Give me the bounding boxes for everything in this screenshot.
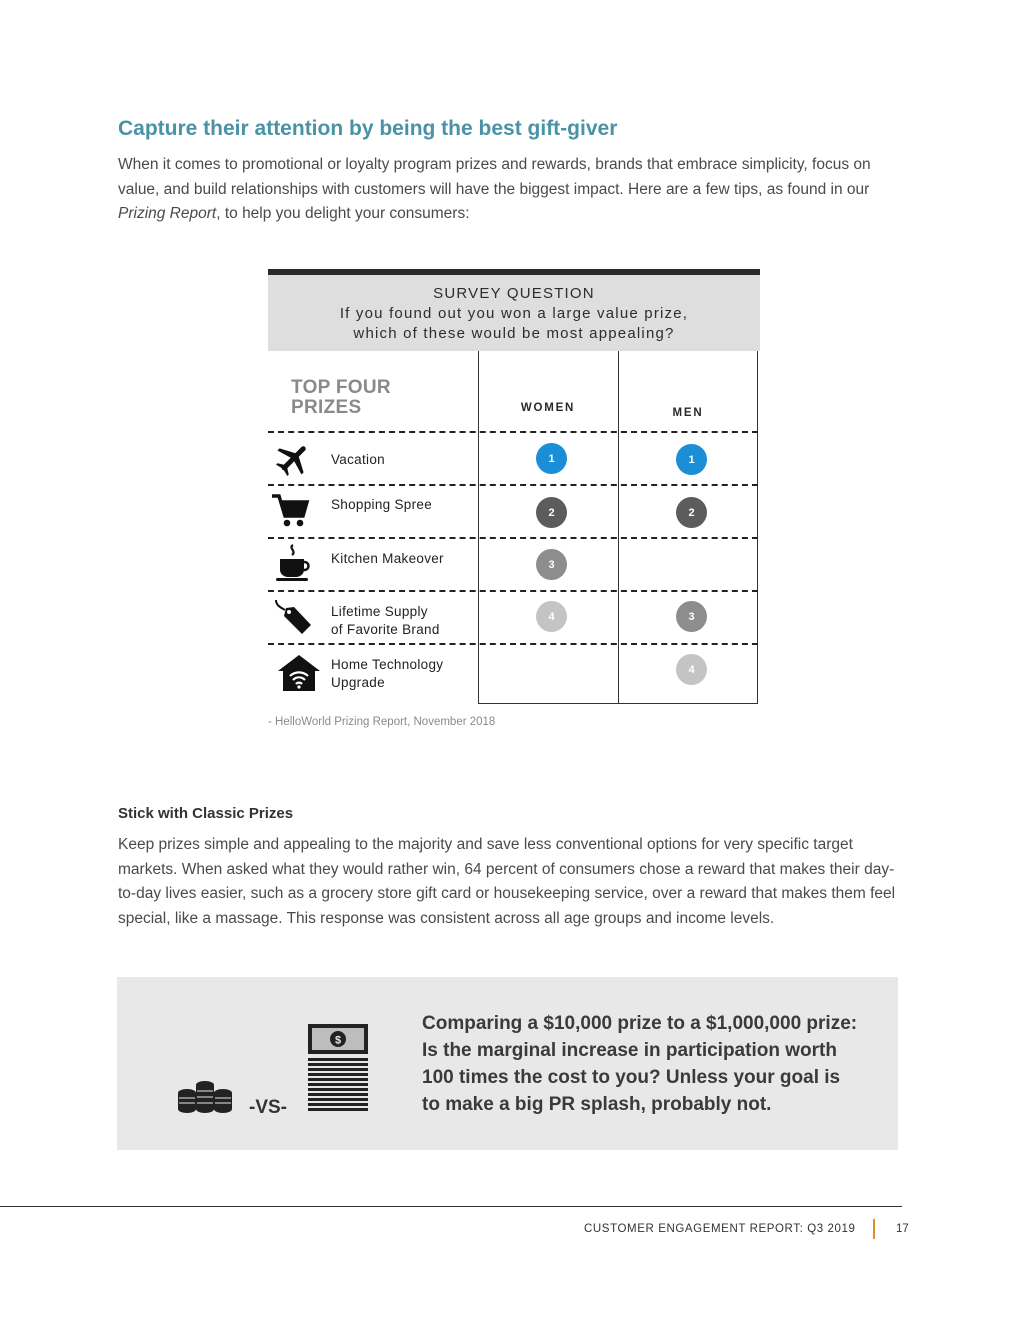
survey-source-citation: - HelloWorld Prizing Report, November 2018 [268,716,496,728]
column-header-women: WOMEN [520,402,576,414]
column-divider [757,351,758,704]
row-separator [268,537,758,539]
row-separator [268,484,758,486]
prize-label-line: of Favorite Brand [331,622,440,637]
intro-text-2: , to help you delight your consumers: [216,205,470,222]
table-bottom-border [478,703,758,704]
column-header-men: MEN [672,407,704,419]
coffee-cup-icon [273,543,313,583]
survey-label: SURVEY QUESTION [433,285,595,302]
prize-label-line: Kitchen Makeover [331,551,444,566]
callout-text: Comparing a $10,000 prize to a $1,000,000 prize: Is the marginal increase in participation worth 100 times the cost to you? Unless your goal is to make a big PR splash, probably not. [422,1013,858,1115]
row-separator [268,431,758,433]
prize-label-line: Home Technology [331,657,444,672]
prize-label-line: Vacation [331,452,385,467]
classic-prizes-paragraph: Keep prizes simple and appealing to the majority and save less conventional options for very specific target markets. When asked what they would rather win, 64 percent of consumers chose a reward that makes their day-to-day lives easier, such as a grocery store gift card or housekeeping service, over a reward that makes them feel special, like a massage. This response was consistent across all age groups and income levels. [118,836,896,927]
shopping-cart-icon [270,491,310,531]
cash-stack-icon [307,1023,369,1115]
prize-label-line: Upgrade [331,675,385,690]
prize-ranking-table [268,351,758,705]
footer-separator [873,1219,875,1239]
table-title-line-1: TOP FOUR [291,377,391,398]
versus-label: -VS- [249,1097,287,1118]
airplane-icon [273,439,313,479]
page-number: 17 [896,1223,909,1235]
price-tag-icon [273,597,313,637]
subsection-heading: Stick with Classic Prizes [118,805,294,822]
svg-text:$: $ [334,1034,342,1047]
table-title [291,378,441,418]
prize-label-line: Lifetime Supply [331,604,428,619]
table-title-line-2: PRIZES [291,397,362,418]
prize-label-home-technology [331,656,443,692]
footer-report-title: CUSTOMER ENGAGEMENT REPORT: Q3 2019 [584,1223,856,1235]
section-heading: Capture their attention by being the best gift-giver [118,117,618,140]
survey-question-line-1: If you found out you won a large value prize, [339,305,689,322]
rank-badge-women-vacation: 1 [536,443,567,474]
prize-label-kitchen-makeover [331,550,444,568]
comparison-callout [117,977,898,1150]
prize-label-lifetime-supply [331,603,440,639]
footer-rule [0,1206,902,1207]
prize-label-line: Shopping Spree [331,497,433,512]
survey-question-line-2: which of these would be most appealing? [353,325,675,342]
row-separator [268,643,758,645]
rank-badge-men-lifetime: 3 [676,601,707,632]
column-divider [618,351,619,704]
intro-paragraph [118,153,903,227]
smart-home-icon [276,653,322,693]
rank-badge-men-shopping: 2 [676,497,707,528]
row-separator [268,590,758,592]
rank-badge-men-vacation: 1 [676,444,707,475]
prize-label-shopping-spree [331,496,432,514]
rank-badge-women-kitchen: 3 [536,549,567,580]
intro-text-1: When it comes to promotional or loyalty program prizes and rewards, brands that embrace simplicity, focus on value, and build relationships with customers will have the biggest impact. Here are a few tips, as found in our [118,156,871,198]
prize-label-vacation [331,451,385,469]
survey-question-box [268,275,760,351]
rank-badge-women-shopping: 2 [536,497,567,528]
rank-badge-men-home-tech: 4 [676,654,707,685]
rank-badge-women-lifetime: 4 [536,601,567,632]
survey-header [268,269,760,351]
coin-stacks-icon [177,1079,233,1115]
prizing-report-title: Prizing Report [118,205,217,222]
